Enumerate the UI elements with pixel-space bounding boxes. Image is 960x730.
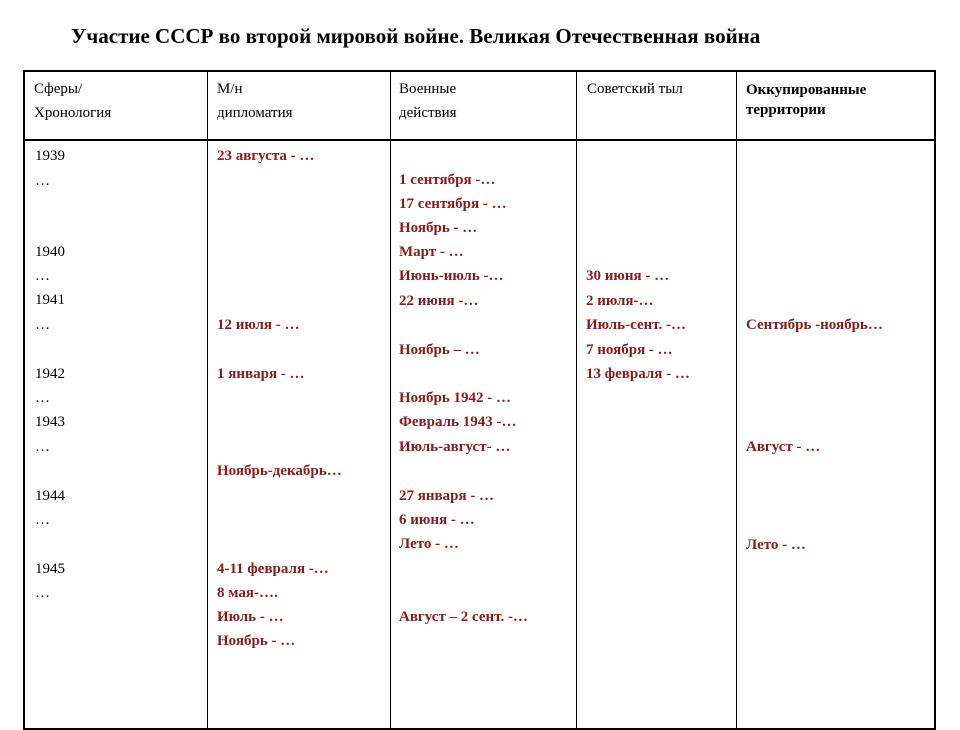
chronology-item: 1940 [35, 244, 65, 260]
military-entry: 17 сентября - … [399, 196, 507, 212]
column-divider [576, 72, 577, 728]
diplomacy-entry: 4-11 февраля -… [217, 561, 329, 577]
column-divider [736, 72, 737, 728]
military-entry: Август – 2 сент. -… [399, 609, 528, 625]
header-military: Военные действия [399, 81, 457, 121]
chronology-item: … [35, 317, 50, 333]
chronology-item: … [35, 390, 50, 406]
chronology-item: 1944 [35, 488, 65, 504]
page-title: Участие СССР во второй мировой войне. Великая Отечественная война [71, 24, 761, 48]
header-occupied: Оккупированные территории [746, 82, 867, 118]
military-entry: 27 января - … [399, 488, 495, 504]
diplomacy-entry: 1 января - … [217, 366, 305, 382]
chronology-item: … [35, 268, 50, 284]
military-entry: Ноябрь – … [399, 342, 480, 358]
column-divider [390, 72, 391, 728]
rear-entry: Июль-сент. -… [586, 317, 686, 333]
diplomacy-entry: 8 мая-…. [217, 585, 278, 601]
chronology-item: 1939 [35, 148, 65, 164]
header-chronology: Сферы/ Хронология [34, 81, 112, 121]
military-entry: Март - … [399, 244, 464, 260]
header-rear: Советский тыл [587, 81, 683, 97]
occupied-entry: Сентябрь -ноябрь… [746, 317, 883, 333]
chronology-item: … [35, 512, 50, 528]
military-entry: 1 сентября -… [399, 172, 496, 188]
occupied-entry: Август - … [746, 439, 821, 455]
chronology-item: 1942 [35, 366, 65, 382]
column-divider [207, 72, 208, 728]
military-entry: Июнь-июль -… [399, 268, 504, 284]
chronology-item: … [35, 173, 50, 189]
chronology-item: 1941 [35, 292, 65, 308]
military-entry: Ноябрь 1942 - … [399, 390, 512, 406]
military-entry: Июль-август- … [399, 439, 511, 455]
military-entry: Лето - … [399, 536, 459, 552]
header-divider [25, 139, 934, 141]
chronology-item: 1945 [35, 561, 65, 577]
military-entry: Февраль 1943 -… [399, 414, 517, 430]
rear-entry: 7 ноября - … [586, 342, 673, 358]
rear-entry: 2 июля-… [586, 293, 654, 309]
military-entry: 6 июня - … [399, 512, 475, 528]
diplomacy-entry: Июль - … [217, 609, 284, 625]
military-entry: Ноябрь - … [399, 220, 478, 236]
rear-entry: 13 февраля - … [586, 366, 690, 382]
header-diplomacy: М/н дипломатия [217, 81, 293, 121]
diplomacy-entry: Ноябрь-декабрь… [217, 463, 342, 479]
military-entry: 22 июня -… [399, 293, 479, 309]
chronology-item: 1943 [35, 414, 65, 430]
diplomacy-entry: 12 июля - … [217, 317, 300, 333]
diplomacy-entry: Ноябрь - … [217, 633, 296, 649]
diplomacy-entry: 23 августа - … [217, 148, 315, 164]
occupied-entry: Лето - … [746, 537, 806, 553]
rear-entry: 30 июня - … [586, 268, 670, 284]
chronology-item: … [35, 585, 50, 601]
chronology-item: … [35, 439, 50, 455]
